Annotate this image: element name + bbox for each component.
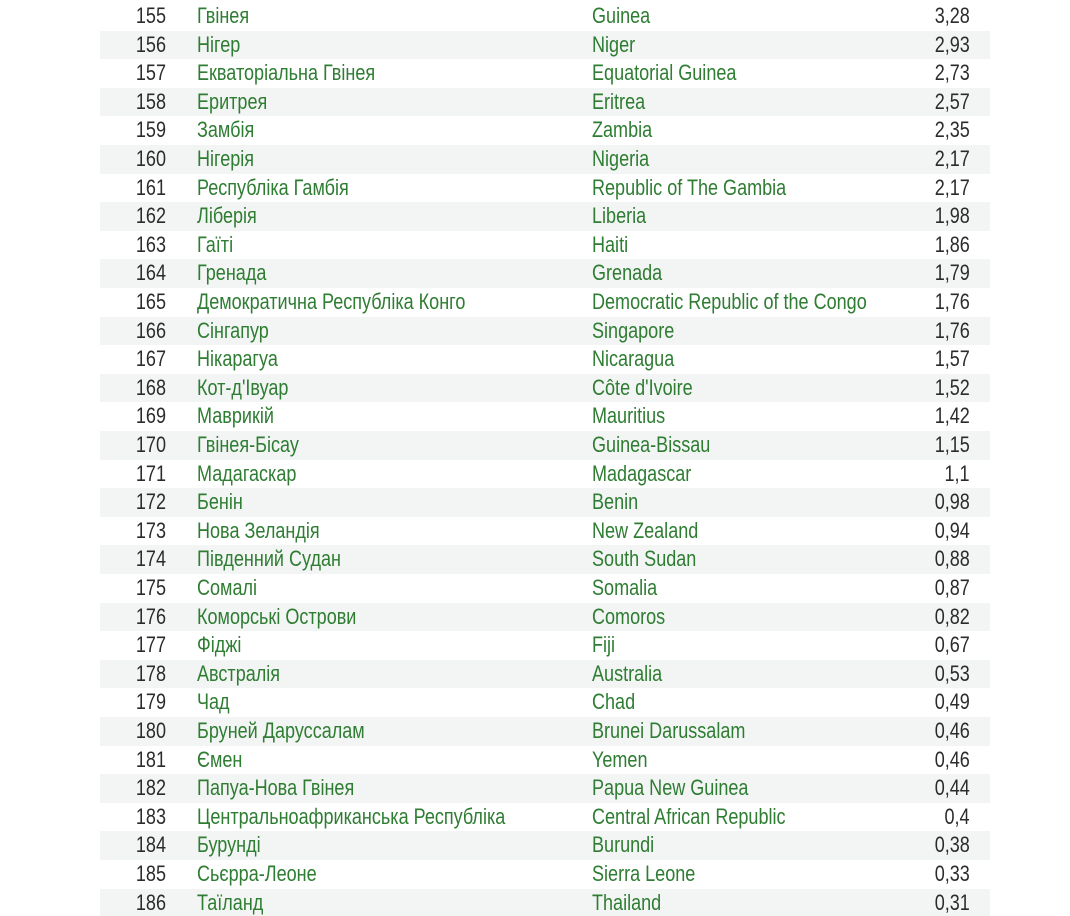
- table-row: [100, 831, 990, 860]
- country-en-link[interactable]: Guinea-Bissau: [592, 432, 711, 457]
- country-en-link[interactable]: Australia: [592, 660, 663, 686]
- country-en-link[interactable]: Fiji: [592, 632, 616, 658]
- table-row: [100, 145, 990, 174]
- table-row: [100, 431, 990, 460]
- country-en-link[interactable]: South Sudan: [592, 546, 697, 572]
- table-row: [100, 688, 990, 717]
- rank-cell: 167: [135, 346, 166, 372]
- table-row: [100, 202, 990, 231]
- country-ua-link[interactable]: Гренада: [197, 260, 267, 286]
- rank-cell: 164: [135, 260, 166, 286]
- value-cell: 0,53: [934, 660, 970, 686]
- country-en-link[interactable]: Brunei Darussalam: [592, 718, 746, 743]
- rank-cell: 159: [135, 117, 166, 143]
- country-ua-link[interactable]: Бенін: [197, 489, 243, 515]
- table-row: [100, 116, 990, 145]
- table-row: [100, 31, 990, 60]
- country-en-link[interactable]: Nicaragua: [592, 346, 675, 372]
- rank-cell: 158: [135, 88, 166, 114]
- country-en-link[interactable]: Haiti: [592, 231, 629, 257]
- rank-cell: 160: [135, 146, 166, 171]
- value-cell: 1,42: [934, 403, 970, 429]
- rank-cell: 162: [135, 203, 166, 229]
- value-cell: 1,98: [934, 203, 970, 229]
- rank-cell: 175: [135, 575, 166, 600]
- table-row: [100, 174, 990, 203]
- value-cell: 0,88: [934, 546, 970, 572]
- value-cell: 2,17: [934, 146, 970, 171]
- value-cell: 1,76: [934, 289, 970, 314]
- rank-cell: 157: [135, 60, 166, 86]
- country-ua-link[interactable]: Таїланд: [197, 889, 264, 915]
- rank-cell: 178: [135, 660, 166, 686]
- country-ua-link[interactable]: Нікарагуа: [197, 346, 278, 372]
- rank-cell: 161: [135, 174, 166, 200]
- rank-cell: 179: [135, 689, 166, 715]
- rank-cell: 166: [135, 317, 166, 343]
- rank-cell: 156: [135, 31, 166, 57]
- country-ua-link[interactable]: Сінгапур: [197, 317, 269, 343]
- value-cell: 0,31: [934, 889, 970, 915]
- country-en-link[interactable]: New Zealand: [592, 517, 699, 543]
- table-row: [100, 717, 990, 746]
- value-cell: 0,46: [934, 746, 970, 772]
- table-row: [100, 288, 990, 317]
- value-cell: 2,35: [934, 117, 970, 143]
- table-row: [100, 746, 990, 775]
- rank-cell: 172: [135, 489, 166, 515]
- country-ua-link[interactable]: Гвінея-Бісау: [197, 432, 299, 457]
- country-ua-link[interactable]: Папуа-Нова Гвінея: [197, 775, 355, 801]
- country-en-link[interactable]: Liberia: [592, 203, 647, 229]
- ranking-table: [100, 0, 990, 916]
- table-row: [100, 259, 990, 288]
- value-cell: 1,79: [934, 260, 970, 286]
- country-en-link[interactable]: Benin: [592, 489, 639, 515]
- rank-cell: 184: [135, 832, 166, 858]
- value-cell: 2,93: [934, 31, 970, 57]
- country-ua-link[interactable]: Ємен: [197, 746, 243, 772]
- value-cell: 1,15: [934, 432, 970, 457]
- value-cell: 3,28: [934, 3, 970, 28]
- country-en-link[interactable]: Mauritius: [592, 403, 666, 429]
- country-en-link[interactable]: Central African Republic: [592, 803, 786, 829]
- country-en-link[interactable]: Republic of The Gambia: [592, 174, 787, 200]
- country-en-link[interactable]: Niger: [592, 31, 636, 57]
- country-ua-link[interactable]: Чад: [197, 689, 230, 715]
- value-cell: 1,57: [934, 346, 970, 372]
- country-ua-link[interactable]: Бруней Даруссалам: [197, 718, 365, 743]
- country-en-link[interactable]: Thailand: [592, 889, 662, 915]
- country-ua-link[interactable]: Центральноафриканська Республіка: [197, 803, 506, 829]
- country-en-link[interactable]: Zambia: [592, 117, 653, 143]
- rank-cell: 185: [135, 861, 166, 886]
- table-row: [100, 231, 990, 260]
- value-cell: 0,46: [934, 718, 970, 743]
- table-row: [100, 774, 990, 803]
- rank-cell: 181: [135, 746, 166, 772]
- value-cell: 0,82: [934, 603, 970, 629]
- table-row: [100, 660, 990, 689]
- country-ua-link[interactable]: Коморські Острови: [197, 603, 357, 629]
- rank-cell: 155: [135, 3, 166, 28]
- table-row: [100, 317, 990, 346]
- value-cell: 0,4: [944, 803, 970, 829]
- country-ua-link[interactable]: Нігерія: [197, 146, 255, 171]
- country-ua-link[interactable]: Сомалі: [197, 575, 258, 600]
- country-en-link[interactable]: Madagascar: [592, 460, 692, 486]
- rank-cell: 169: [135, 403, 166, 429]
- table-row: [100, 59, 990, 88]
- country-ua-link[interactable]: Нігер: [197, 31, 241, 57]
- country-ua-link[interactable]: Австралія: [197, 660, 281, 686]
- country-ua-link[interactable]: Фіджі: [197, 632, 242, 658]
- country-en-link[interactable]: Chad: [592, 689, 636, 715]
- table-row: [100, 631, 990, 660]
- value-cell: 2,57: [934, 88, 970, 114]
- rank-cell: 174: [135, 546, 166, 572]
- rank-cell: 171: [135, 460, 166, 486]
- country-ua-link[interactable]: Екваторіальна Гвінея: [197, 60, 376, 86]
- rank-cell: 173: [135, 517, 166, 543]
- value-cell: 2,73: [934, 60, 970, 86]
- country-ua-link[interactable]: Південний Судан: [197, 546, 341, 572]
- rank-cell: 186: [135, 889, 166, 915]
- country-en-link[interactable]: Papua New Guinea: [592, 775, 749, 801]
- table-row: [100, 402, 990, 431]
- value-cell: 2,17: [934, 174, 970, 200]
- country-en-link[interactable]: Comoros: [592, 603, 666, 629]
- country-ua-link[interactable]: Кот-д'Івуар: [197, 374, 289, 400]
- table-row: [100, 460, 990, 489]
- table-row: [100, 517, 990, 546]
- country-en-link[interactable]: Democratic Republic of the Congo: [592, 289, 867, 314]
- value-cell: 0,44: [934, 775, 970, 801]
- country-en-link[interactable]: Guinea: [592, 3, 651, 28]
- rank-cell: 165: [135, 289, 166, 314]
- table-row: [100, 803, 990, 832]
- value-cell: 1,76: [934, 317, 970, 343]
- country-ua-link[interactable]: Маврикій: [197, 403, 274, 429]
- country-en-link[interactable]: Equatorial Guinea: [592, 60, 737, 86]
- rank-cell: 183: [135, 803, 166, 829]
- country-ua-link[interactable]: Нова Зеландія: [197, 517, 320, 543]
- value-cell: 0,38: [934, 832, 970, 858]
- country-ua-link[interactable]: Демократична Республіка Конго: [197, 289, 466, 314]
- table-row: [100, 574, 990, 603]
- country-ua-link[interactable]: Гвінея: [197, 3, 250, 28]
- value-cell: 1,52: [934, 374, 970, 400]
- country-ua-link[interactable]: Мадагаскар: [197, 460, 297, 486]
- country-en-link[interactable]: Eritrea: [592, 88, 646, 114]
- value-cell: 0,33: [934, 861, 970, 886]
- rank-cell: 170: [135, 432, 166, 457]
- country-en-link[interactable]: Sierra Leone: [592, 861, 696, 886]
- country-en-link[interactable]: Burundi: [592, 832, 655, 858]
- table-row: [100, 860, 990, 889]
- country-en-link[interactable]: Côte d'Ivoire: [592, 374, 693, 400]
- country-en-link[interactable]: Yemen: [592, 746, 648, 772]
- table-row: [100, 889, 990, 916]
- country-ua-link[interactable]: Бурунді: [197, 832, 261, 858]
- country-ua-link[interactable]: Гаїті: [197, 231, 234, 257]
- rank-cell: 176: [135, 603, 166, 629]
- country-ua-link[interactable]: Республіка Гамбія: [197, 174, 349, 200]
- rank-cell: 182: [135, 775, 166, 801]
- value-cell: 0,67: [934, 632, 970, 658]
- country-en-link[interactable]: Nigeria: [592, 146, 650, 171]
- rank-cell: 163: [135, 231, 166, 257]
- country-en-link[interactable]: Somalia: [592, 575, 658, 600]
- country-ua-link[interactable]: Еритрея: [197, 88, 268, 114]
- country-ua-link[interactable]: Замбія: [197, 117, 255, 143]
- rank-cell: 168: [135, 374, 166, 400]
- value-cell: 0,94: [934, 517, 970, 543]
- table-row: [100, 545, 990, 574]
- value-cell: 0,49: [934, 689, 970, 715]
- table-row: [100, 2, 990, 31]
- country-ua-link[interactable]: Ліберія: [197, 203, 257, 229]
- table-row: [100, 488, 990, 517]
- table-row: [100, 374, 990, 403]
- table-row: [100, 88, 990, 117]
- rank-cell: 180: [135, 718, 166, 743]
- country-en-link[interactable]: Singapore: [592, 317, 675, 343]
- value-cell: 0,98: [934, 489, 970, 515]
- table-row: [100, 603, 990, 632]
- value-cell: 1,86: [934, 231, 970, 257]
- value-cell: 1,1: [944, 460, 970, 486]
- rank-cell: 177: [135, 632, 166, 658]
- table-row: [100, 345, 990, 374]
- country-en-link[interactable]: Grenada: [592, 260, 663, 286]
- value-cell: 0,87: [934, 575, 970, 600]
- country-ua-link[interactable]: Сьєрра-Леоне: [197, 861, 317, 886]
